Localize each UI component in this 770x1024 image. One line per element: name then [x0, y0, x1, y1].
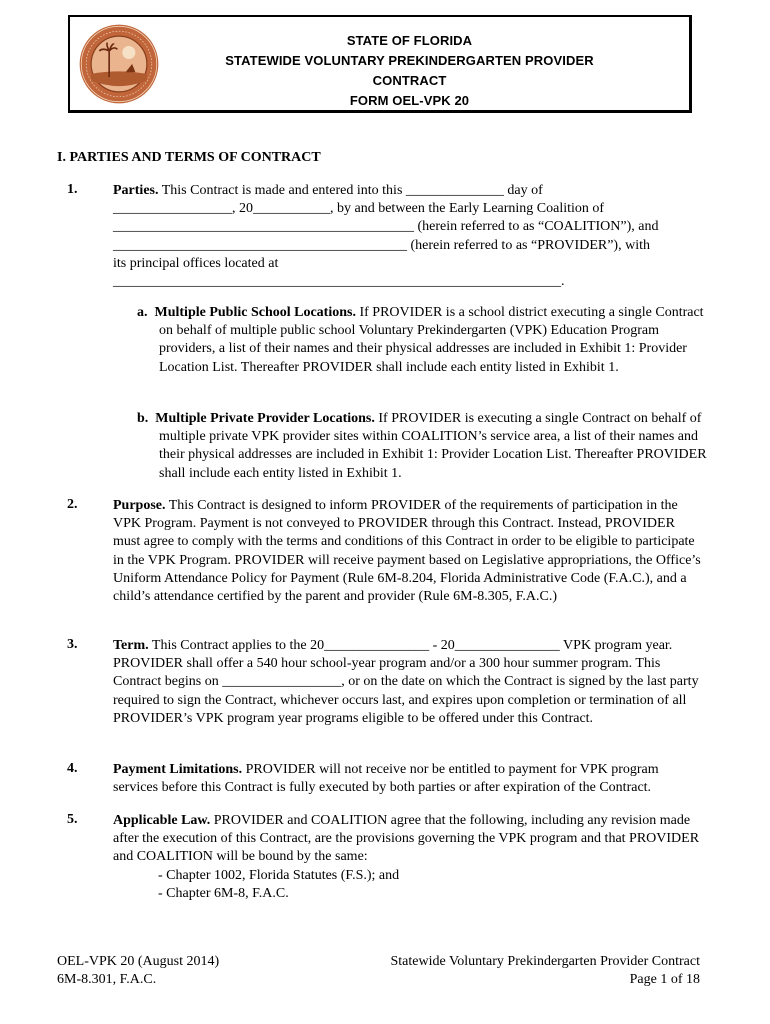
section-2-text: This Contract is designed to inform PROVIDER of the requirements of participation in the VPK Program. Payment is not conveyed to PROVIDER through this Contract. Instead, PROVIDER must agree to comply with the terms and conditions of this Contract in order to be eligible to participate in the VPK Program. PROVIDER will receive payment based on Legislative appropriations, the Office’s Uniform Attendance Policy for Payment (Rule 6M-8.204, Florida Administrative Code (F.A.C.), and a child’s attendance certified by the parent and provider (Rule 6M-8.305, F.A.C.): [113, 498, 701, 605]
section-4-number: 4.: [67, 761, 78, 776]
section-4-text: PROVIDER will not receive nor be entitled to payment for VPK program services before this Contract is fully executed by both parties or after expiration of the Contract.: [113, 762, 659, 796]
section-1-number: 1.: [67, 182, 78, 197]
header-contract: CONTRACT: [372, 73, 447, 88]
header-state: STATE OF FLORIDA: [346, 33, 473, 48]
section-1-line-1: This Contract is made and entered into this ______________ day of: [158, 183, 543, 198]
section-4-payment-limitations: [113, 761, 703, 797]
section-2-purpose: [113, 497, 703, 606]
footer-form-version: OEL-VPK 20 (August 2014): [57, 954, 220, 969]
section-5-list-item-1: - Chapter 1002, Florida Statutes (F.S.); and: [158, 867, 400, 883]
footer-page-info: [391, 953, 701, 989]
subsection-1a-heading: Multiple Public School Locations.: [154, 305, 356, 320]
section-5-applicable-law: [113, 812, 703, 903]
section-2-heading: Purpose.: [113, 498, 166, 513]
section-3-number: 3.: [67, 637, 78, 652]
section-1-line-2: _________________, 20___________, by and between the Early Learning Coalition of: [113, 201, 605, 217]
section-5-heading: Applicable Law.: [113, 813, 211, 828]
section-2-number: 2.: [67, 497, 78, 512]
header-form-id: FORM OEL-VPK 20: [349, 93, 470, 108]
subsection-1b-letter: b.: [137, 411, 149, 426]
section-title: I. PARTIES AND TERMS OF CONTRACT: [57, 150, 321, 165]
section-1-line-4: __________________________________________ (herein referred to as “PROVIDER”), with: [113, 237, 650, 253]
footer-document-title: Statewide Voluntary Prekindergarten Provider Contract: [390, 954, 700, 969]
subsection-1a-text: If PROVIDER is a school district executing a single Contract on behalf of multiple public school Voluntary Prekindergarten (VPK) Education Program providers, a list of their names and their physical addresses are included in Exhibit 1: Provider Location List. Thereafter PROVIDER shall include each entity listed in Exhibit 1.: [159, 305, 704, 375]
header-program: STATEWIDE VOLUNTARY PREKINDERGARTEN PROVIDER: [225, 53, 594, 68]
footer-form-info: [57, 953, 219, 989]
form-header: [68, 15, 692, 113]
section-1-heading: Parties.: [113, 183, 159, 198]
section-3-heading: Term.: [113, 638, 149, 653]
section-5-number: 5.: [67, 812, 78, 827]
subsection-1b-text: If PROVIDER is executing a single Contract on behalf of multiple private VPK provider sites within COALITION’s service area, a list of their names and their physical addresses are included in Exhibit 1: Provider Location List. Thereafter PROVIDER shall include each entity listed in Exhibit 1.: [159, 411, 707, 481]
subsection-1a-letter: a.: [137, 305, 148, 320]
subsection-1b: [137, 410, 707, 483]
footer-rule-reference: 6M-8.301, F.A.C.: [57, 972, 157, 987]
subsection-1a: [137, 304, 707, 377]
section-1-line-5: its principal offices located at: [113, 255, 279, 271]
footer-page-number: Page 1 of 18: [629, 972, 700, 987]
section-3-term: [113, 637, 703, 728]
section-1-parties: [113, 182, 703, 291]
subsection-1b-heading: Multiple Private Provider Locations.: [155, 411, 375, 426]
section-1-line-6: ________________________________________________________________.: [113, 274, 565, 290]
section-5-list-item-2: - Chapter 6M-8, F.A.C.: [158, 885, 289, 901]
section-1-line-3: ___________________________________________ (herein referred to as “COALITION”), and: [113, 219, 659, 235]
section-4-heading: Payment Limitations.: [113, 762, 243, 777]
section-3-text: This Contract applies to the 20_______________ - 20_______________ VPK program year. PROVIDER shall offer a 540 hour school-year program and/or a 300 hour summer program. This Contract begins on _________________, or on the date on which the Contract is signed by the last party required to sign the Contract, whichever occurs last, and expires upon completion or termination of all PROVIDER’s VPK program year programs eligible to be offered under this Contract.: [113, 638, 699, 726]
section-5-text: PROVIDER and COALITION agree that the following, including any revision made after the execution of this Contract, are the provisions governing the VPK program and that PROVIDER and COALITION will be bound by the same:: [113, 813, 700, 865]
